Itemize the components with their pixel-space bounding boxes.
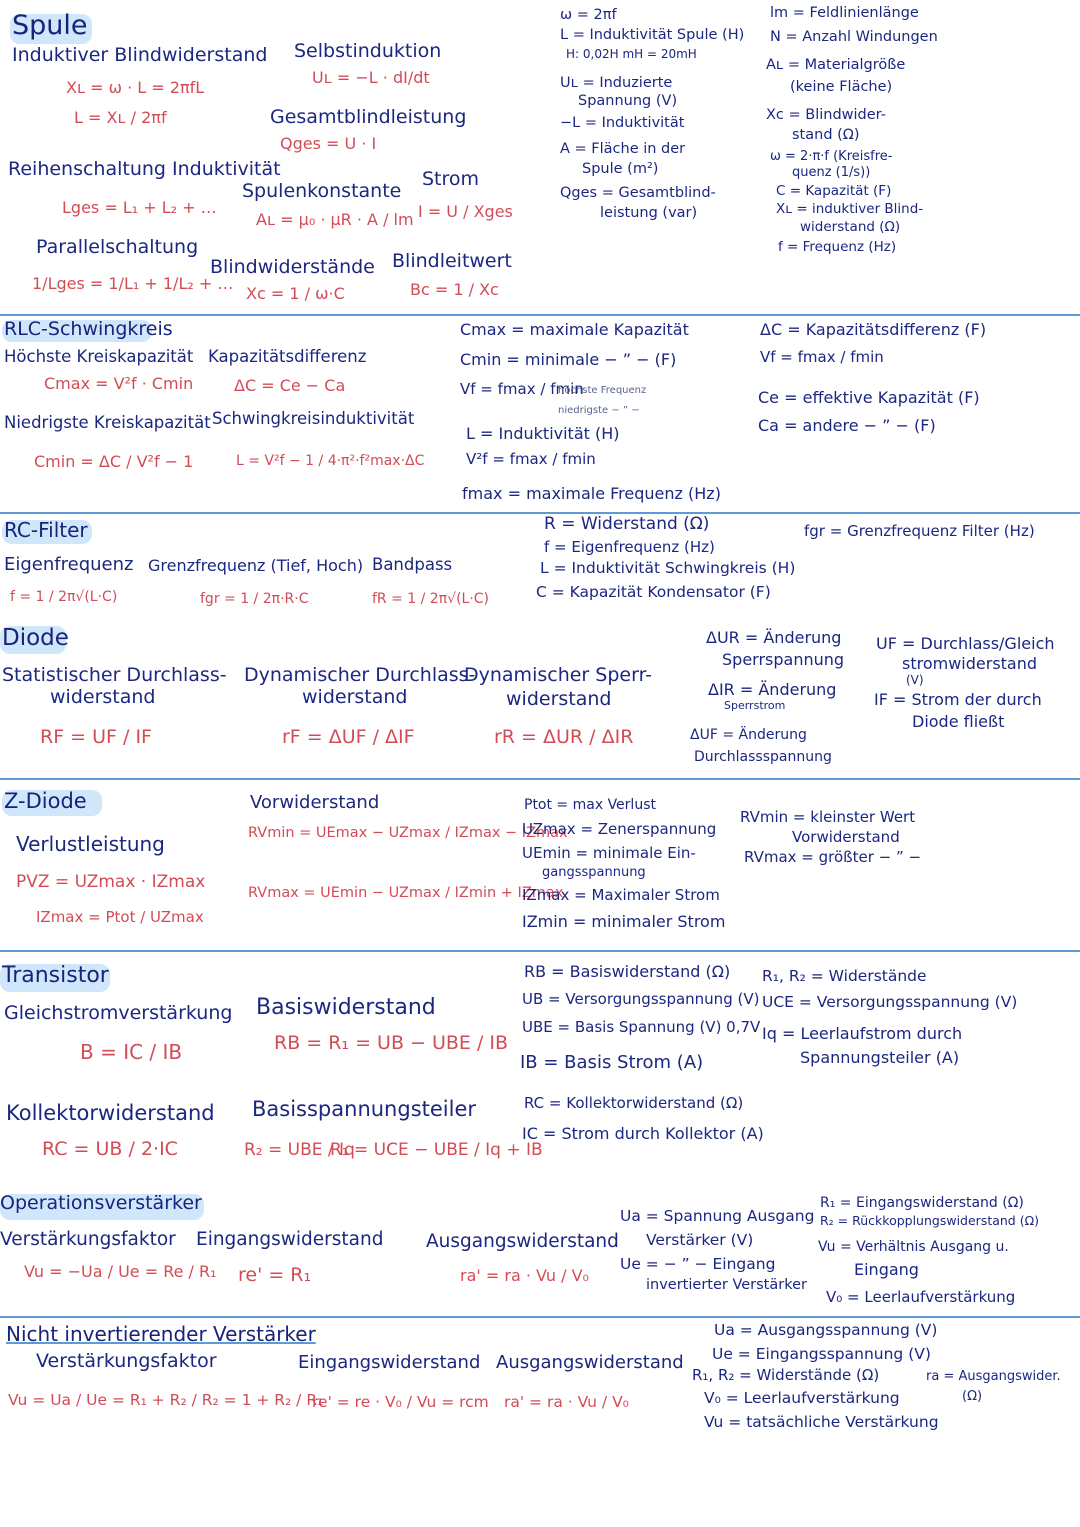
label-ausgangswiderstand-noninv: Ausgangswiderstand [496,1352,684,1373]
separator [0,778,1080,780]
formula-r2: R₂ = UBE / Iq [244,1140,355,1160]
section-title-rlc: RLC-Schwingkreis [4,318,173,340]
separator [0,950,1080,952]
label-selbstinduktion: Selbstinduktion [294,40,442,62]
label-gleichstromverstaerkung: Gleichstromverstärkung [4,1002,233,1024]
label-hoechste-kreiskapazitaet: Höchste Kreiskapazität [4,347,194,366]
label-blindwiderstaende: Blindwiderstände [210,256,375,278]
label-eingangswiderstand-noninv: Eingangswiderstand [298,1352,481,1373]
label-vorwiderstand: Vorwiderstand [250,792,380,813]
formula-rb: RB = R₁ = UB − UBE / IB [274,1032,509,1054]
formula-xl: Xʟ = ω · L = 2πfL [66,78,205,97]
formula-lges-parallel: 1/Lges = 1/L₁ + 1/L₂ + … [32,274,234,293]
formula-izmax: IZmax = Ptot / UZmax [36,908,204,926]
label-ausgangswiderstand-inv: Ausgangswiderstand [426,1231,619,1252]
section-title-nicht-invertierender-verstaerker: Nicht invertierender Verstärker [6,1322,316,1346]
label-dynamischer-durchlass-2: widerstand [302,686,408,708]
label-verlustleistung: Verlustleistung [16,832,165,856]
formula-rf-dyn: rF = ΔUF / ΔIF [282,726,415,748]
formula-grenzfrequenz: fgr = 1 / 2π·R·C [200,591,309,607]
section-title-transistor: Transistor [2,963,109,988]
label-eigenfrequenz: Eigenfrequenz [4,554,134,575]
label-basisspannungsteiler: Basisspannungsteiler [252,1097,477,1121]
separator [0,1316,1080,1318]
formula-al: Aʟ = μ₀ · μR · A / lm [256,210,414,229]
formula-vu-noninv: Vu = Ua / Ue = R₁ + R₂ / R₂ = 1 + R₂ / R₁ [8,1391,324,1409]
formula-b: B = IC / IB [80,1040,183,1064]
separator [0,314,1080,316]
formula-rr-dyn: rR = ΔUR / ΔIR [494,726,634,748]
label-eingangswiderstand-inv: Eingangswiderstand [196,1229,384,1250]
label-kapazitaetsdifferenz: Kapazitätsdifferenz [208,347,367,366]
formula-rf: RF = UF / IF [40,726,152,748]
section-title-z-diode: Z-Diode [4,789,87,813]
formula-delta-c: ΔC = Ce − Ca [234,376,346,395]
section-title-operationsverstaerker: Operationsverstärker [0,1192,202,1214]
formula-lges-reihe: Lges = L₁ + L₂ + … [62,198,217,217]
formula-strom: I = U / Xges [418,202,513,221]
label-bandpass: Bandpass [372,555,453,574]
label-niedrigste-kreiskapazitaet: Niedrigste Kreiskapazität [4,413,211,432]
formula-xc: Xc = 1 / ω·C [246,284,345,303]
section-title-rc-filter: RC-Filter [4,518,88,542]
formula-ra-inv: ra' = ra · Vu / V₀ [460,1266,589,1285]
label-induktiver-blindwiderstand: Induktiver Blindwiderstand [12,44,268,66]
formula-vu-inv: Vu = −Ua / Ue = Re / R₁ [24,1262,217,1281]
formula-eigenfrequenz: f = 1 / 2π√(L·C) [10,589,118,605]
label-grenzfrequenz: Grenzfrequenz (Tief, Hoch) [148,556,364,575]
label-basiswiderstand: Basiswiderstand [256,995,436,1020]
label-spulenkonstante: Spulenkonstante [242,180,402,202]
label-strom: Strom [422,168,480,190]
formula-cmax: Cmax = V²f · Cmin [44,374,194,393]
label-statischer-durchlass: Statistischer Durchlass- [2,664,227,686]
separator [0,512,1080,514]
formula-bc: Bc = 1 / Xc [410,280,499,299]
formula-l-schwingkreis: L = V²f − 1 / 4·π²·f²max·ΔC [236,453,425,469]
formula-r1: R₁ = UCE − UBE / Iq + IB [330,1140,543,1160]
formula-ul: Uʟ = −L · dI/dt [312,68,430,87]
label-dynamischer-sperr-2: widerstand [506,688,612,710]
formula-re-noninv: re' = re · V₀ / Vu = rcm [312,1393,489,1411]
formula-re-inv: re' = R₁ [238,1264,312,1286]
label-dynamischer-durchlass: Dynamischer Durchlass- [244,664,476,686]
section-title-spule: Spule [12,10,88,41]
label-schwingkreisinduktivitaet: Schwingkreisinduktivität [212,409,415,428]
formula-rc: RC = UB / 2·IC [42,1138,178,1160]
label-blindleitwert: Blindleitwert [392,250,512,272]
formula-qges: Qges = U · I [280,134,377,153]
label-kollektorwiderstand: Kollektorwiderstand [6,1101,215,1125]
formula-cmin: Cmin = ΔC / V²f − 1 [34,452,194,471]
label-statischer-durchlass-2: widerstand [50,686,156,708]
formula-rvmin: RVmin = UEmax − UZmax / IZmax − IZmax [248,825,568,841]
formula-bandpass: fR = 1 / 2π√(L·C) [372,591,490,607]
section-title-diode: Diode [2,625,69,651]
label-gesamtblindleistung: Gesamtblindleistung [270,106,467,128]
formula-rvmax: RVmax = UEmin − UZmax / IZmin + IZmax [248,885,564,901]
label-parallelschaltung: Parallelschaltung [36,236,199,258]
label-reihenschaltung: Reihenschaltung Induktivität [8,158,281,180]
label-verstaerkungsfaktor-noninv: Verstärkungsfaktor [36,1350,217,1372]
formula-pvz: PVZ = UZmax · IZmax [16,872,206,892]
label-dynamischer-sperr: Dynamischer Sperr- [464,664,653,686]
formula-l: L = Xʟ / 2πf [74,108,167,127]
label-verstaerkungsfaktor-inv: Verstärkungsfaktor [0,1229,176,1250]
formula-ra-noninv: ra' = ra · Vu / V₀ [504,1393,629,1411]
